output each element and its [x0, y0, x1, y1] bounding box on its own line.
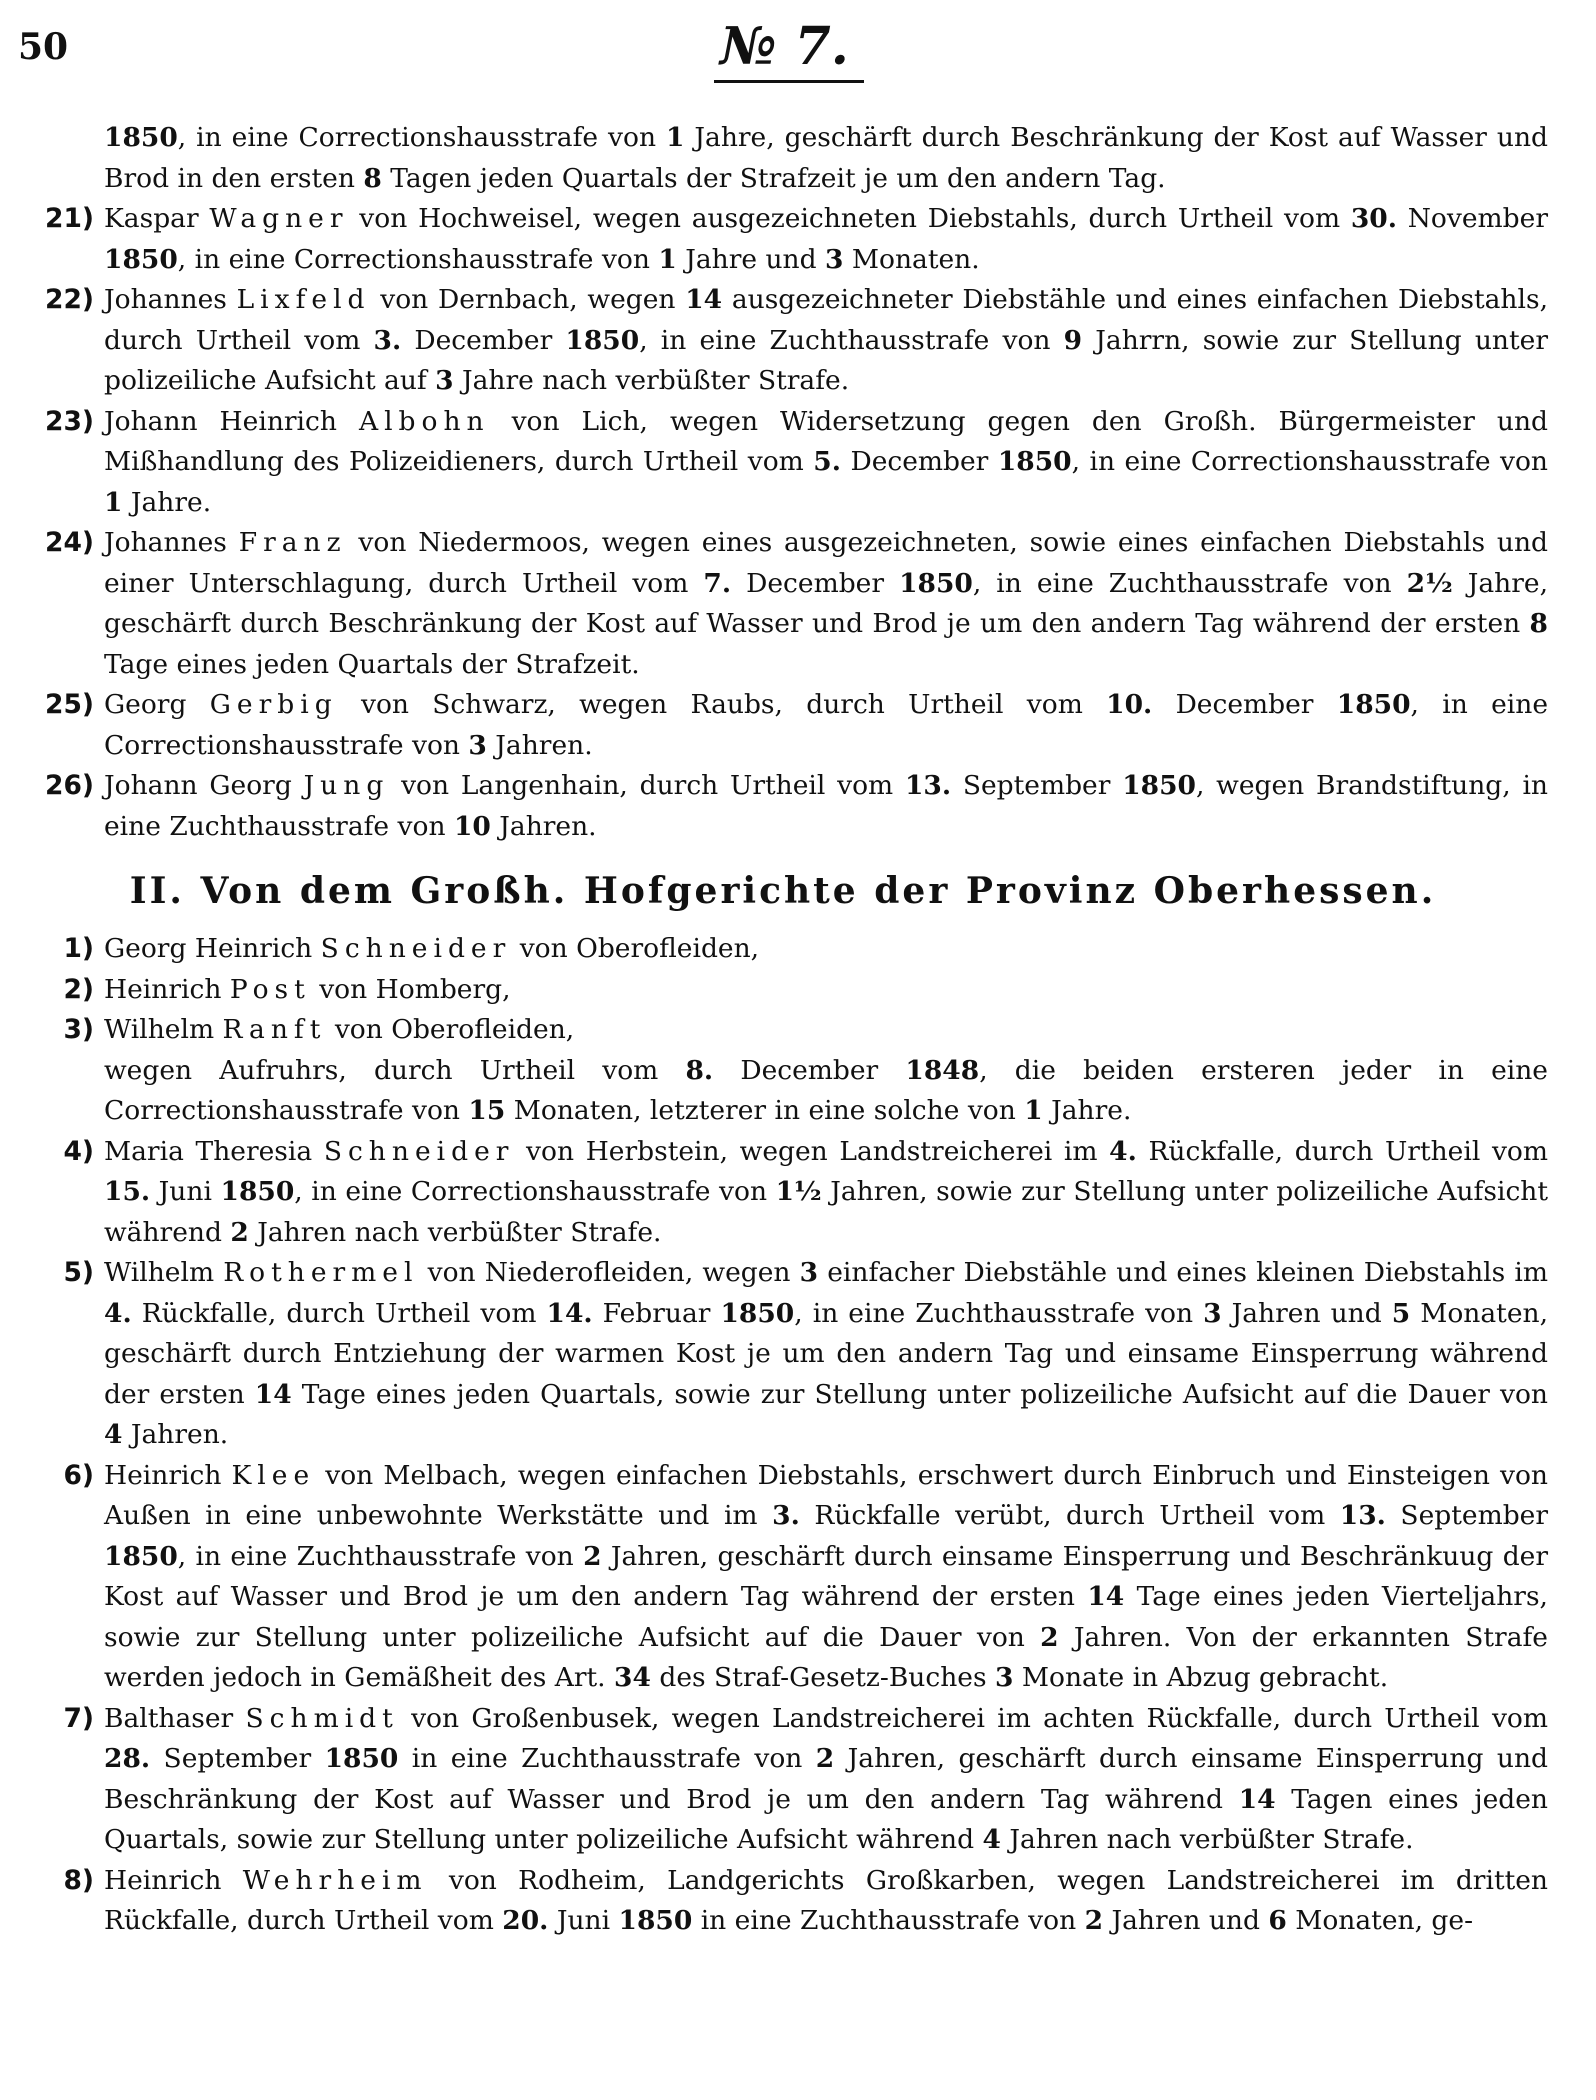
text-run: Johannes: [104, 527, 239, 558]
text-run: Monaten, letzterer in eine solche von: [505, 1095, 1025, 1126]
numeric-value: 3: [799, 1257, 819, 1288]
text-run: Jahre nach verbüßter Strafe.: [453, 365, 850, 396]
text-run: Tagen jeden Quartals der Strafzeit je um den andern Tag.: [381, 162, 1166, 194]
text-run: Jahren. Von der erkannten Strafe werden jedoch in Gemäßheit des Art.: [104, 1621, 1548, 1693]
numeric-value: 1850: [997, 446, 1072, 477]
text-run: Juni: [548, 1905, 619, 1936]
text-run: December: [1152, 689, 1337, 720]
text-run: von Rodheim, Landgerichts Großkarben, wegen Landstreicherei im dritten Rückfalle, durch Urtheil vom: [104, 1864, 1548, 1936]
text-run: in eine Zuchthausstrafe von: [398, 1743, 816, 1774]
text-run: September: [951, 770, 1123, 801]
item-number: 2): [63, 973, 94, 1005]
text-run: Rückfalle verübt, durch Urtheil vom: [799, 1500, 1340, 1531]
list-item: [18, 1861, 1548, 1942]
numeric-value: 8.: [685, 1054, 714, 1086]
numeric-value: 1850: [220, 1176, 295, 1207]
person-surname: Gerbig: [209, 689, 338, 720]
text-run: Jahren, sowie zur Stellung unter polizeiliche Aufsicht während: [104, 1176, 1548, 1248]
text-run: Tagen eines jeden Quartals, sowie zur Stellung unter polizeiliche Aufsicht während: [104, 1783, 1548, 1855]
numeric-value: 1850: [104, 243, 178, 275]
text-run: Jahre, geschärft durch Beschränkung der Kost auf Wasser und Brod je um den andern Tag während der ersten: [104, 567, 1549, 639]
numeric-value: 1850: [1336, 689, 1411, 720]
numeric-value: 3: [825, 243, 844, 275]
numeric-value: 8: [363, 162, 382, 194]
numeric-value: 30.: [1350, 203, 1397, 234]
person-surname: Ranft: [222, 1014, 327, 1045]
item-number: 26): [45, 770, 94, 801]
text-run: von Dernbach, wegen: [370, 284, 686, 315]
numeric-value: 20.: [502, 1905, 549, 1936]
text-run: von Herbstein, wegen Landstreicherei im: [514, 1135, 1110, 1167]
text-run: in eine Zuchthausstrafe von: [692, 1905, 1085, 1936]
text-run: von Langenhain, durch Urtheil vom: [389, 770, 905, 801]
numeric-value: 15.: [104, 1176, 151, 1207]
item-number: 5): [63, 1257, 94, 1288]
text-run: einfacher Diebstähle und eines kleinen Diebstahls im: [818, 1257, 1548, 1288]
text-run: Monate in Abzug gebracht.: [1013, 1662, 1389, 1693]
list-item: [18, 1699, 1548, 1861]
text-run: Februar: [592, 1297, 721, 1329]
text-run: Balthaser: [104, 1702, 246, 1734]
text-run: Jahren.: [122, 1419, 229, 1450]
section-two-heading: II. Von dem Großh. Hofgerichte der Provinz Oberhessen.: [129, 870, 1437, 912]
person-surname: Lixfeld: [236, 284, 371, 315]
numeric-value: 6: [1268, 1905, 1287, 1936]
text-run: Johann Georg: [104, 770, 304, 801]
item-number: 6): [63, 1459, 94, 1491]
text-run: December: [713, 1054, 906, 1086]
text-run: , in eine Correctionshausstrafe von: [1071, 446, 1548, 477]
text-run: December: [731, 567, 900, 599]
text-run: September: [1385, 1500, 1549, 1531]
text-run: Monaten.: [843, 243, 980, 275]
numeric-value: 1½: [775, 1176, 822, 1207]
text-run: Maria Theresia: [104, 1135, 324, 1167]
text-run: , in eine Correctionshausstrafe von: [177, 122, 666, 153]
numeric-value: 1850: [720, 1297, 795, 1329]
text-run: , in eine Correctionshausstrafe von: [104, 689, 1548, 761]
text-run: Georg Heinrich: [104, 933, 321, 964]
text-run: Jahre, geschärft durch Beschränkung der Kost auf Wasser und Brod in den ersten: [104, 122, 1548, 194]
text-run: von Schwarz, wegen Raubs, durch Urtheil vom: [337, 689, 1107, 720]
numeric-value: 4: [104, 1419, 123, 1450]
numeric-value: 1850: [899, 567, 973, 599]
numeric-value: 4: [982, 1824, 1001, 1855]
person-surname: Wehrheim: [242, 1864, 428, 1896]
person-surname: Post: [229, 973, 311, 1005]
list-item: [18, 685, 1548, 766]
text-run: Rückfalle, durch Urtheil vom: [1136, 1135, 1548, 1167]
text-run: December: [840, 446, 998, 477]
text-run: von Melbach, wegen einfachen Diebstahls, erschwert durch Einbruch und Einsteigen von Außen in eine unbewohnte Werkstätte und im: [104, 1459, 1548, 1531]
numeric-value: 13.: [1339, 1500, 1386, 1531]
list-item: [18, 970, 1548, 1011]
text-run: von Niedermoos, wegen eines ausgezeichneten, sowie eines einfachen Diebstahls und einer Unterschlagung, durch Urtheil vom: [104, 527, 1548, 599]
numeric-value: 3.: [373, 324, 402, 356]
numeric-value: 13.: [904, 770, 952, 801]
text-run: Jahren, geschärft durch einsame Einsperrung und Beschränkuug der Kost auf Wasser und Brod je um den andern Tag während der ersten: [104, 1540, 1549, 1612]
list-item: [18, 1253, 1548, 1456]
text-run: Jahrrn, sowie zur Stellung unter polizeiliche Aufsicht auf: [104, 324, 1549, 396]
person-surname: Schneider: [323, 1135, 515, 1167]
numeric-value: 1: [104, 486, 123, 518]
text-run: von Oberofleiden,: [511, 933, 760, 964]
item-number: 23): [45, 405, 94, 437]
text-run: Tage eines jeden Quartals, sowie zur Stellung unter polizeiliche Aufsicht auf die Dauer von: [291, 1378, 1548, 1410]
text-run: Georg: [104, 689, 210, 720]
text-run: Heinrich: [104, 1459, 232, 1491]
numeric-value: 28.: [104, 1743, 151, 1774]
text-run: Jahren nach verbüßter Strafe.: [1000, 1824, 1414, 1855]
numeric-value: 3: [435, 365, 454, 396]
numeric-value: 1850: [104, 122, 178, 153]
text-run: , in eine Zuchthausstrafe von: [972, 567, 1407, 599]
list-item: [18, 1010, 1548, 1051]
text-run: von Großenbusek, wegen Landstreicherei im achten Rückfalle, durch Urtheil vom: [398, 1702, 1549, 1734]
person-surname: Schneider: [320, 933, 512, 964]
item-number: 22): [45, 284, 94, 315]
text-run: , in eine Correctionshausstrafe von: [294, 1176, 776, 1207]
numeric-value: 3: [1203, 1297, 1222, 1329]
list-item-continuation: [18, 1051, 1548, 1132]
numeric-value: 2: [230, 1216, 249, 1248]
text-run: Tage eines jeden Quartals der Strafzeit.: [104, 648, 640, 680]
item-number: 21): [45, 203, 94, 234]
numeric-value: 1850: [618, 1905, 693, 1936]
text-run: Wilhelm: [104, 1014, 223, 1045]
text-run: Rückfalle, durch Urtheil vom: [131, 1297, 547, 1329]
text-run: Jahren.: [486, 729, 593, 761]
list-item: [18, 1132, 1548, 1254]
numeric-value: 2: [815, 1743, 835, 1774]
person-surname: Schmidt: [245, 1702, 399, 1734]
text-run: December: [401, 324, 566, 356]
text-run: wegen Aufruhrs, durch Urtheil vom: [104, 1054, 686, 1086]
person-surname: Jung: [303, 770, 390, 801]
text-run: Kaspar: [104, 203, 210, 234]
text-run: Tage eines jeden Vierteljahrs, sowie zur Stellung unter polizeiliche Aufsicht auf die Dauer von: [104, 1581, 1548, 1653]
numeric-value: 2: [1084, 1905, 1104, 1936]
item-number: 1): [63, 933, 94, 964]
text-run: Jahre und: [676, 243, 825, 275]
issue-number-underline: [714, 80, 864, 83]
text-run: Johannes: [104, 284, 237, 315]
text-run: von Lich, wegen Widersetzung gegen den Großh. Bürgermeister und Mißhandlung des Polizeidieners, durch Urtheil vom: [104, 405, 1549, 477]
text-run: von Hochweisel, wegen ausgezeichneten Diebstahls, durch Urtheil vom: [348, 203, 1351, 234]
numeric-value: 15: [468, 1095, 506, 1126]
person-surname: Franz: [238, 527, 347, 558]
text-run: Johann Heinrich: [104, 405, 359, 437]
item-number: 3): [63, 1014, 94, 1045]
numeric-value: 10: [453, 810, 491, 842]
numeric-value: 14: [685, 284, 723, 315]
section-two-entries: [18, 929, 1548, 1942]
numeric-value: 14: [254, 1378, 292, 1410]
numeric-value: 1: [1024, 1095, 1043, 1126]
numeric-value: 3.: [772, 1500, 800, 1531]
text-run: Jahren nach verbüßter Strafe.: [248, 1216, 662, 1248]
list-item: [18, 523, 1548, 685]
numeric-value: 4.: [104, 1297, 132, 1329]
numeric-value: 1850: [565, 324, 640, 356]
text-run: Jahre.: [1042, 1095, 1132, 1126]
text-run: Jahren und: [1221, 1297, 1392, 1329]
text-run: Heinrich: [104, 973, 230, 1005]
text-run: , in eine Correctionshausstrafe von: [177, 243, 659, 275]
numeric-value: 1: [665, 122, 685, 153]
person-surname: Wagner: [209, 203, 349, 234]
numeric-value: 2½: [1406, 567, 1453, 599]
text-run: Monaten, geschärft durch Entziehung der warmen Kost je um den andern Tag und einsame Einsperrung während der ersten: [104, 1297, 1548, 1410]
text-run: , die beiden ersteren jeder in eine Correctionshausstrafe von: [104, 1054, 1548, 1126]
numeric-value: 5.: [813, 446, 841, 477]
text-run: September: [150, 1743, 325, 1774]
document-body: [18, 118, 1548, 1942]
numeric-value: 1850: [104, 1540, 178, 1572]
person-surname: Albohn: [358, 405, 490, 437]
numeric-value: 14: [1087, 1581, 1125, 1612]
text-run: des Straf-Gesetz-Buches: [650, 1662, 995, 1693]
list-item: [18, 929, 1548, 970]
text-run: Monaten, ge-: [1286, 1905, 1474, 1936]
text-run: , in eine Zuchthausstrafe von: [177, 1540, 584, 1572]
section-one-entries: [18, 118, 1548, 847]
issue-number: № 7.: [720, 16, 849, 77]
list-item: [18, 402, 1548, 524]
numeric-value: 2: [583, 1540, 602, 1572]
list-item: [18, 766, 1548, 847]
person-surname: Klee: [231, 1459, 316, 1491]
numeric-value: 1850: [324, 1743, 399, 1774]
text-run: Juni: [150, 1176, 221, 1207]
numeric-value: 3: [468, 729, 487, 761]
page-number: 50: [18, 26, 69, 68]
text-run: Jahre.: [122, 486, 212, 518]
numeric-value: 9: [1063, 324, 1083, 356]
numeric-value: 3: [994, 1662, 1014, 1693]
numeric-value: 4.: [1109, 1135, 1137, 1167]
text-run: Wilhelm: [104, 1257, 224, 1288]
text-run: Heinrich: [104, 1864, 243, 1896]
list-item: [18, 199, 1548, 280]
item-number: 25): [45, 689, 94, 720]
text-run: Jahren und: [1103, 1905, 1269, 1936]
text-run: Jahren.: [490, 810, 597, 842]
text-run: von Homberg,: [310, 973, 511, 1005]
text-run: November: [1396, 203, 1548, 234]
text-run: , in eine Zuchthausstrafe von: [639, 324, 1064, 356]
text-run: von Niederofleiden, wegen: [418, 1257, 800, 1288]
text-run: Jahren, geschärft durch einsame Einsperrung und Beschränkung der Kost auf Wasser und Brod je um den andern Tag während: [104, 1743, 1549, 1815]
numeric-value: 14: [1238, 1783, 1276, 1815]
item-number: 4): [63, 1135, 94, 1167]
numeric-value: 5: [1391, 1297, 1411, 1329]
text-run: , in eine Zuchthausstrafe von: [794, 1297, 1204, 1329]
numeric-value: 1850: [1122, 770, 1196, 801]
list-item-continuation: [18, 118, 1548, 199]
list-item: [18, 1456, 1548, 1699]
text-run: ausgezeichneter Diebstähle und eines einfachen Diebstahls, durch Urtheil vom: [104, 284, 1548, 356]
person-surname: Rothermel: [223, 1257, 419, 1288]
numeric-value: 1848: [905, 1054, 980, 1086]
numeric-value: 7.: [703, 567, 732, 599]
numeric-value: 10.: [1106, 689, 1153, 720]
numeric-value: 14.: [546, 1297, 593, 1329]
text-run: , wegen Brandstiftung, in eine Zuchthausstrafe von: [104, 770, 1548, 842]
list-item: [18, 280, 1548, 402]
item-number: 24): [45, 527, 94, 558]
numeric-value: 8: [1529, 608, 1548, 639]
numeric-value: 34: [614, 1662, 651, 1693]
item-number: 8): [63, 1864, 94, 1896]
item-number: 7): [63, 1702, 94, 1734]
text-run: von Oberofleiden,: [326, 1014, 575, 1045]
numeric-value: 2: [1040, 1621, 1059, 1653]
numeric-value: 1: [658, 243, 677, 275]
